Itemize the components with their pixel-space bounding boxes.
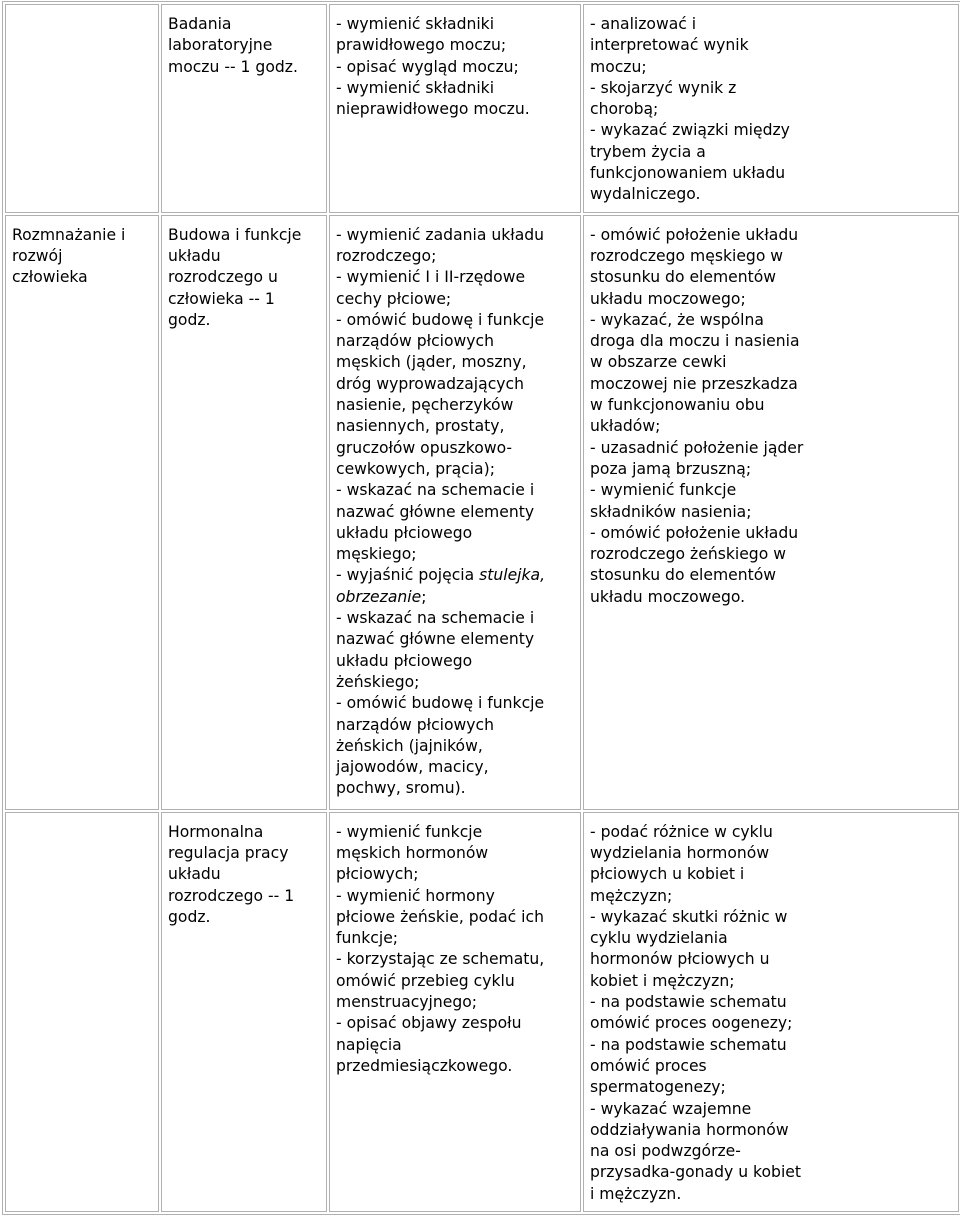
section-cell: Rozmnażanie i rozwój człowieka: [5, 215, 159, 810]
table-row: [5, 215, 959, 810]
basic-requirements-cell: - wymienić składniki prawidłowego moczu; - opisać wygląd moczu; - wymienić składniki nieprawidłowego moczu.: [329, 4, 581, 213]
basic-text-part2: ; - wskazać na schemacie i nazwać główne elementy układu płciowego żeńskiego; - omówić budowę i funkcje narządów płciowych żeńskich (jajników, jajowodów, macicy, pochwy, sromu).: [336, 587, 545, 798]
curriculum-table: [2, 1, 960, 1215]
topic-cell: Badania laboratoryjne moczu -- 1 godz.: [161, 4, 327, 213]
extended-requirements-cell: - analizować i interpretować wynik moczu; - skojarzyć wynik z chorobą; - wykazać związki między trybem życia a funkcjonowaniem układu wydalniczego.: [583, 4, 959, 213]
basic-requirements-cell: - wymienić funkcje męskich hormonów płciowych; - wymienić hormony płciowe żeńskie, podać ich funkcje; - korzystając ze schematu, omówić przebieg cyklu menstruacyjnego; - opisać objawy zespołu napięcia przedmiesiączkowego.: [329, 812, 581, 1212]
section-cell: [5, 812, 159, 1212]
term-stulejka: stulejka,: [479, 566, 546, 585]
topic-cell: Budowa i funkcje układu rozrodczego u człowieka -- 1 godz.: [161, 215, 327, 810]
extended-requirements-cell: - podać różnice w cyklu wydzielania hormonów płciowych u kobiet i mężczyzn; - wykazać skutki różnic w cyklu wydzielania hormonów płciowych u kobiet i mężczyzn; - na podstawie schematu omówić proces oogenezy; - na podstawie schematu omówić proces spermatogenezy; - wykazać wzajemne oddziaływania hormonów na osi podwzgórze- przysadka-gonady u kobiet i mężczyzn.: [583, 812, 959, 1212]
basic-requirements-cell: [329, 215, 581, 810]
term-obrzezanie: obrzezanie: [336, 587, 422, 606]
extended-requirements-cell: - omówić położenie układu rozrodczego męskiego w stosunku do elementów układu moczowego; - wykazać, że wspólna droga dla moczu i nasienia w obszarze cewki moczowej nie przeszkadza w funkcjonowaniu obu układów; - uzasadnić położenie jąder poza jamą brzuszną; - wymienić funkcje składników nasienia; - omówić położenie układu rozrodczego żeńskiego w stosunku do elementów układu moczowego.: [583, 215, 959, 810]
basic-text-part1: - wymienić zadania układu rozrodczego; - wymienić I i II-rzędowe cechy płciowe; - omówić budowę i funkcje narządów płciowych męskich (jąder, moszny, dróg wyprowadzających nasienie, pęcherzyków nasiennych, prostaty, gruczołów opuszkowo- cewkowych, prącia); - wskazać na schemacie i nazwać główne elementy układu płciowego męskiego; - wyjaśnić pojęcia: [336, 225, 545, 585]
table-row: [5, 812, 959, 1212]
topic-cell: Hormonalna regulacja pracy układu rozrodczego -- 1 godz.: [161, 812, 327, 1212]
table-row: [5, 4, 959, 213]
section-cell: [5, 4, 159, 213]
